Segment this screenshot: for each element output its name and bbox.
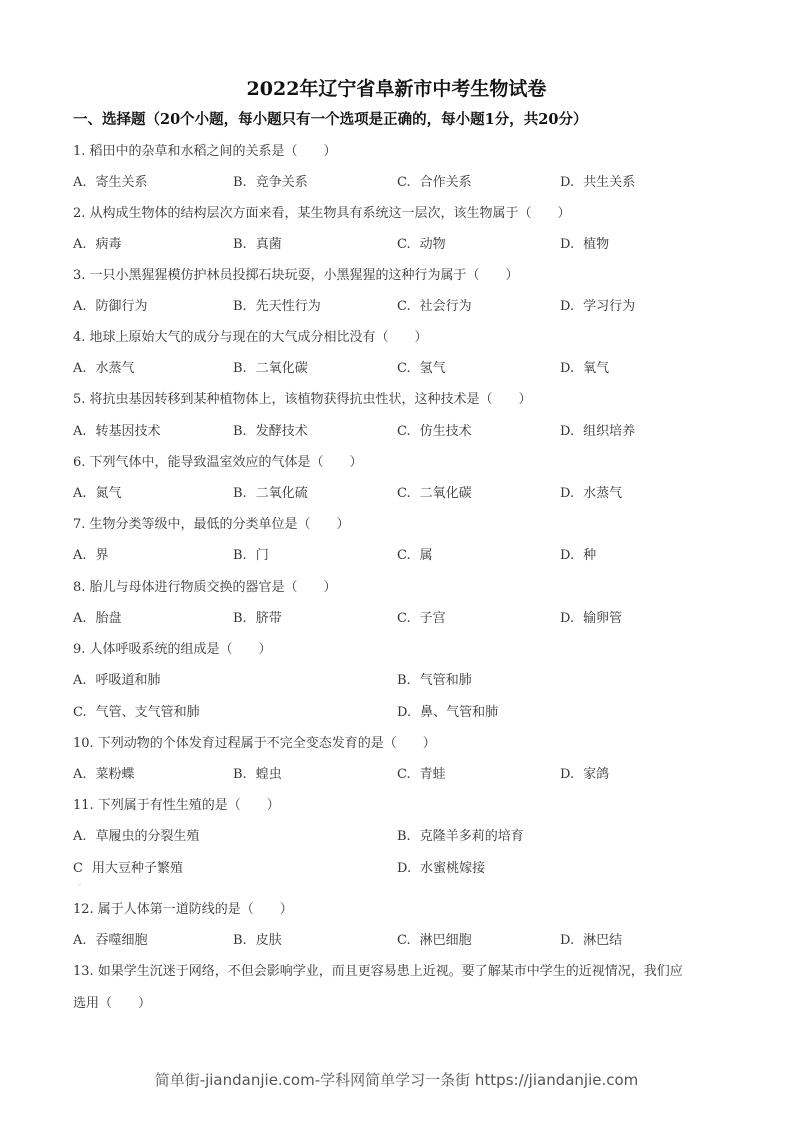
- option-letter: C.: [397, 175, 411, 190]
- option-letter: A.: [73, 933, 87, 948]
- question-text: 7. 生物分类等级中，最低的分类单位是（ ）: [73, 517, 350, 532]
- question-text: 6. 下列气体中，能导致温室效应的气体是（ ）: [73, 455, 363, 470]
- option-letter: B.: [233, 299, 247, 314]
- option-text: 脐带: [255, 611, 282, 626]
- footer-watermark: 简单街-jiandanjie.com-学科网简单学习一条街 https://jiandanjie.com: [154, 1071, 639, 1089]
- option-text: 共生关系: [583, 175, 636, 190]
- option-text: 属: [419, 548, 433, 563]
- question-text: 13. 如果学生沉迷于网络，不但会影响学业，而且更容易患上近视。要了解某市中学生的近视情况，我们应: [73, 964, 683, 979]
- section-heading: 一、选择题（20个小题，每小题只有一个选项是正确的，每小题1分，共20分）: [73, 111, 588, 128]
- question-text: 2. 从构成生物体的结构层次方面来看，某生物具有系统这一层次，该生物属于（ ）: [73, 206, 571, 221]
- option-text: 鼻、气管和肺: [420, 705, 499, 720]
- option-text: 青蛙: [419, 767, 446, 782]
- option-text: 用大豆种子繁殖: [91, 861, 183, 876]
- option-b: [397, 669, 472, 688]
- option-a: [73, 763, 135, 782]
- option-letter: B.: [233, 486, 247, 501]
- option-text: 克隆羊多莉的培育: [419, 829, 524, 844]
- option-c: [397, 171, 472, 190]
- option-text: 动物: [419, 237, 446, 252]
- option-letter: D.: [560, 299, 575, 314]
- option-letter: D.: [560, 486, 575, 501]
- question-text: 10. 下列动物的个体发育过程属于不完全变态发育的是（ ）: [73, 736, 436, 751]
- option-text: 社会行为: [419, 299, 472, 314]
- option-text: 合作关系: [419, 175, 472, 190]
- option-a: [73, 825, 200, 844]
- question-text: 9. 人体呼吸系统的组成是（ ）: [73, 642, 272, 657]
- option-letter: C.: [397, 424, 411, 439]
- option-a: [73, 171, 148, 190]
- option-letter: B.: [233, 548, 247, 563]
- option-letter: C.: [397, 611, 411, 626]
- option-letter: C.: [397, 486, 411, 501]
- option-letter: C.: [397, 933, 411, 948]
- option-text: 种: [583, 548, 597, 563]
- option-letter: A.: [73, 829, 87, 844]
- option-d: [560, 233, 609, 252]
- option-text: 界: [95, 548, 109, 563]
- option-letter: B.: [233, 424, 247, 439]
- option-text: 输卵管: [583, 611, 623, 626]
- option-c: [73, 857, 183, 876]
- option-letter: D.: [560, 237, 575, 252]
- option-text: 草履虫的分裂生殖: [95, 829, 200, 844]
- question-text: 8. 胎儿与母体进行物质交换的器官是（ ）: [73, 580, 337, 595]
- option-text: 水蒸气: [583, 486, 623, 501]
- option-d: [560, 357, 609, 376]
- option-text: 氧气: [583, 361, 610, 376]
- option-text: 蝗虫: [255, 767, 282, 782]
- option-letter: B.: [397, 673, 411, 688]
- option-d: [560, 171, 635, 190]
- option-text: 转基因技术: [95, 424, 161, 439]
- question-text: 4. 地球上原始大气的成分与现在的大气成分相比没有（ ）: [73, 330, 428, 345]
- option-c: [397, 763, 446, 782]
- option-b: [233, 544, 269, 563]
- option-text: 先天性行为: [255, 299, 321, 314]
- option-b: [233, 357, 308, 376]
- option-text: 真菌: [255, 237, 282, 252]
- option-letter: B.: [233, 361, 247, 376]
- option-letter: D.: [397, 705, 412, 720]
- option-text: 病毒: [95, 237, 122, 252]
- option-letter: D.: [560, 933, 575, 948]
- question-text: 5. 将抗虫基因转移到某种植物体上，该植物获得抗虫性状，这种技术是（ ）: [73, 392, 532, 407]
- option-text: 组织培养: [583, 424, 636, 439]
- option-b: [233, 233, 282, 252]
- option-b: [233, 763, 282, 782]
- option-letter: B.: [397, 829, 411, 844]
- option-d: [560, 607, 622, 626]
- option-text: 竞争关系: [255, 175, 308, 190]
- option-text: 二氧化碳: [419, 486, 472, 501]
- option-c: [397, 544, 433, 563]
- option-text: 菜粉蝶: [95, 767, 135, 782]
- option-c: [397, 420, 472, 439]
- option-letter: B.: [233, 237, 247, 252]
- option-d: [560, 482, 622, 501]
- question-text: 11. 下列属于有性生殖的是（ ）: [73, 798, 280, 813]
- option-text: 仿生技术: [419, 424, 472, 439]
- option-b: [397, 825, 524, 844]
- option-c: [397, 607, 446, 626]
- option-letter: B.: [233, 611, 247, 626]
- option-letter: A.: [73, 175, 87, 190]
- question-text-continued: 选用（ ）: [73, 996, 152, 1011]
- option-text: 吞噬细胞: [95, 933, 148, 948]
- option-letter: B.: [233, 175, 247, 190]
- option-letter: A.: [73, 486, 87, 501]
- option-letter: D.: [560, 361, 575, 376]
- option-letter: D.: [560, 548, 575, 563]
- option-b: [233, 420, 308, 439]
- stray-mark: .: [79, 880, 81, 887]
- option-b: [233, 929, 282, 948]
- option-d: [560, 929, 622, 948]
- option-a: [73, 929, 148, 948]
- option-d: [560, 763, 609, 782]
- option-b: [233, 171, 308, 190]
- option-c: [397, 357, 446, 376]
- option-text: 防御行为: [95, 299, 148, 314]
- option-text: 气管、支气管和肺: [95, 705, 200, 720]
- option-b: [233, 482, 308, 501]
- option-text: 门: [255, 548, 269, 563]
- option-letter: C.: [397, 767, 411, 782]
- option-c: [397, 233, 446, 252]
- option-text: 寄生关系: [95, 175, 148, 190]
- option-c: [397, 929, 472, 948]
- option-text: 氮气: [95, 486, 122, 501]
- option-text: 发酵技术: [255, 424, 308, 439]
- option-d: [397, 701, 498, 720]
- option-letter: A.: [73, 237, 87, 252]
- option-letter: D.: [560, 611, 575, 626]
- option-text: 淋巴结: [583, 933, 623, 948]
- option-text: 植物: [583, 237, 610, 252]
- option-text: 水蒸气: [95, 361, 135, 376]
- option-letter: A.: [73, 611, 87, 626]
- option-d: [560, 420, 635, 439]
- option-text: 二氧化碳: [255, 361, 308, 376]
- question-text: 1. 稻田中的杂草和水稻之间的关系是（ ）: [73, 144, 337, 159]
- option-b: [233, 607, 282, 626]
- option-text: 子宫: [419, 611, 446, 626]
- option-text: 淋巴细胞: [419, 933, 472, 948]
- option-letter: A.: [73, 673, 87, 688]
- option-letter: A.: [73, 548, 87, 563]
- option-b: [233, 295, 321, 314]
- option-letter: C.: [397, 237, 411, 252]
- option-c: [397, 295, 472, 314]
- question-text: 3. 一只小黑猩猩模仿护林员投掷石块玩耍，小黑猩猩的这种行为属于（ ）: [73, 268, 519, 283]
- option-a: [73, 544, 109, 563]
- option-a: [73, 669, 161, 688]
- option-a: [73, 482, 122, 501]
- option-letter: C: [73, 861, 83, 876]
- option-letter: A.: [73, 767, 87, 782]
- option-text: 皮肤: [255, 933, 282, 948]
- option-letter: D.: [560, 767, 575, 782]
- option-letter: A.: [73, 424, 87, 439]
- option-a: [73, 233, 122, 252]
- option-letter: A.: [73, 299, 87, 314]
- option-text: 气管和肺: [419, 673, 472, 688]
- option-letter: C.: [397, 361, 411, 376]
- option-letter: D.: [560, 424, 575, 439]
- option-letter: B.: [233, 933, 247, 948]
- option-letter: D.: [560, 175, 575, 190]
- question-text: 12. 属于人体第一道防线的是（ ）: [73, 902, 293, 917]
- option-text: 家鸽: [583, 767, 610, 782]
- option-d: [560, 544, 596, 563]
- option-c: [397, 482, 472, 501]
- option-a: [73, 607, 122, 626]
- option-text: 学习行为: [583, 299, 636, 314]
- option-letter: D.: [397, 861, 412, 876]
- option-a: [73, 420, 161, 439]
- page-title: 2022年辽宁省阜新市中考生物试卷: [246, 78, 547, 100]
- option-a: [73, 357, 135, 376]
- option-d: [397, 857, 485, 876]
- option-c: [73, 701, 200, 720]
- option-a: [73, 295, 148, 314]
- option-text: 呼吸道和肺: [95, 673, 161, 688]
- option-text: 二氧化硫: [255, 486, 308, 501]
- option-letter: C.: [397, 299, 411, 314]
- option-letter: B.: [233, 767, 247, 782]
- option-text: 胎盘: [95, 611, 122, 626]
- option-d: [560, 295, 635, 314]
- option-text: 水蜜桃嫁接: [420, 861, 486, 876]
- option-letter: C.: [397, 548, 411, 563]
- option-letter: C.: [73, 705, 87, 720]
- option-text: 氢气: [419, 361, 446, 376]
- option-letter: A.: [73, 361, 87, 376]
